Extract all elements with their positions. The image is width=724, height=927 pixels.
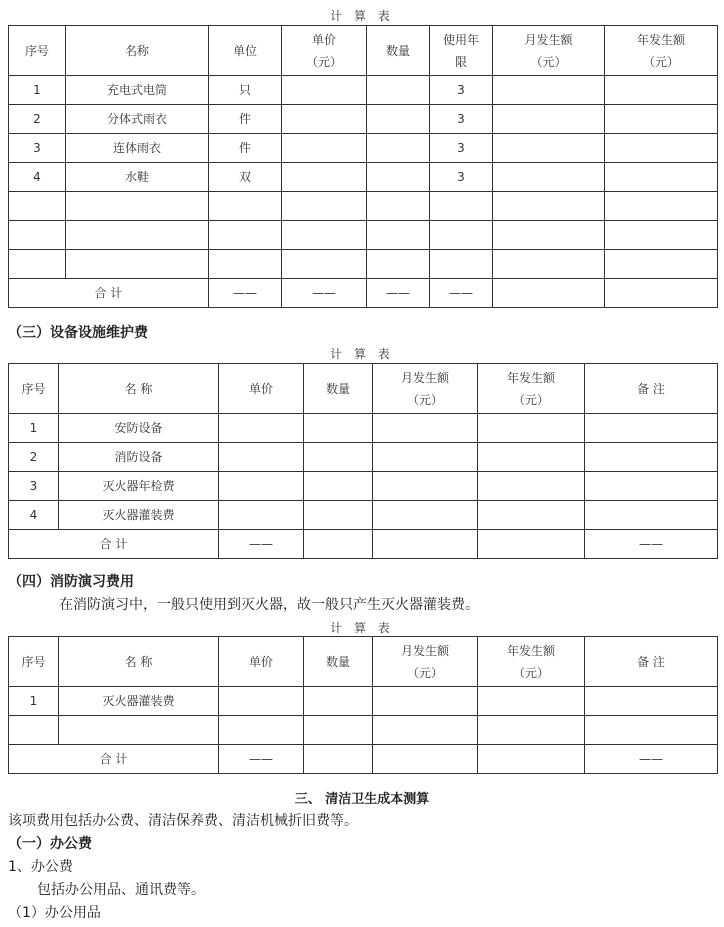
table-cell <box>478 687 585 716</box>
total-cell <box>478 745 585 774</box>
total-cell: —— <box>219 745 304 774</box>
total-cell <box>478 530 585 559</box>
table-cell <box>282 134 367 163</box>
total-cell: —— <box>209 279 282 308</box>
table-cell <box>478 716 585 745</box>
table3-body <box>9 637 718 774</box>
table-cell: 灭火器年检费 <box>59 472 219 501</box>
table-cell <box>9 250 66 279</box>
table-cell <box>493 221 605 250</box>
table-row <box>9 221 718 250</box>
table-cell <box>282 163 367 192</box>
table-cell <box>493 192 605 221</box>
table-cell: 4 <box>9 163 66 192</box>
table-row <box>9 443 718 472</box>
table-cell: 3 <box>9 472 59 501</box>
table-cell: 灭火器灌装费 <box>59 687 219 716</box>
table-cell: 3 <box>430 163 493 192</box>
table-cell: 灭火器灌装费 <box>59 501 219 530</box>
total-cell <box>373 745 478 774</box>
table-row <box>9 163 718 192</box>
table-cell <box>9 716 59 745</box>
total-cell: —— <box>282 279 367 308</box>
header-cell: 数量 <box>304 364 373 414</box>
table-cell: 消防设备 <box>59 443 219 472</box>
table-cell <box>585 501 718 530</box>
header-cell: 年发生额 （元） <box>605 26 718 76</box>
table-header-row <box>9 364 718 414</box>
total-label-cell: 合 计 <box>9 279 209 308</box>
table-cell <box>219 501 304 530</box>
table-cell <box>209 250 282 279</box>
header-cell: 数量 <box>304 637 373 687</box>
total-cell <box>304 745 373 774</box>
calc-table-2 <box>8 363 718 559</box>
table-cell <box>209 221 282 250</box>
table-cell <box>493 250 605 279</box>
total-row <box>9 530 718 559</box>
item1-heading: 1、办公费 <box>8 859 73 875</box>
total-row <box>9 279 718 308</box>
table-cell: 件 <box>209 134 282 163</box>
table-cell: 充电式电筒 <box>66 76 209 105</box>
table-cell <box>493 105 605 134</box>
total-row <box>9 745 718 774</box>
table-cell <box>66 250 209 279</box>
table-cell: 2 <box>9 105 66 134</box>
total-cell <box>304 530 373 559</box>
table-cell: 安防设备 <box>59 414 219 443</box>
table-cell: 分体式雨衣 <box>66 105 209 134</box>
total-cell: —— <box>585 745 718 774</box>
total-label-cell: 合 计 <box>9 530 219 559</box>
table-cell <box>304 501 373 530</box>
table2-caption: 计 算 表 <box>330 347 394 361</box>
table-cell <box>478 414 585 443</box>
table-cell <box>304 443 373 472</box>
header-cell: 备 注 <box>585 364 718 414</box>
total-cell: —— <box>585 530 718 559</box>
table-cell <box>373 472 478 501</box>
calc-table-3 <box>8 636 718 774</box>
section3-heading: （三）设备设施维护费 <box>8 325 148 341</box>
table-cell <box>478 443 585 472</box>
header-cell: 单价 <box>219 637 304 687</box>
header-cell: 月发生额 （元） <box>373 364 478 414</box>
table-cell <box>219 716 304 745</box>
table-cell: 2 <box>9 443 59 472</box>
table-cell <box>430 250 493 279</box>
header-cell: 序号 <box>9 637 59 687</box>
table-header-row <box>9 637 718 687</box>
header-cell: 单位 <box>209 26 282 76</box>
table-cell <box>373 687 478 716</box>
table-cell <box>373 716 478 745</box>
table-cell: 件 <box>209 105 282 134</box>
table-cell <box>219 687 304 716</box>
table-cell <box>430 221 493 250</box>
header-cell: 月发生额 （元） <box>373 637 478 687</box>
table-cell <box>493 134 605 163</box>
header-cell: 名 称 <box>59 637 219 687</box>
table-cell: 3 <box>430 105 493 134</box>
table-row <box>9 501 718 530</box>
header-cell: 月发生额 （元） <box>493 26 605 76</box>
table-cell <box>367 192 430 221</box>
table-cell <box>605 163 718 192</box>
table1-body <box>9 26 718 308</box>
table2-body <box>9 364 718 559</box>
table-cell <box>605 105 718 134</box>
table-cell <box>282 221 367 250</box>
table-cell <box>304 472 373 501</box>
table-row <box>9 192 718 221</box>
table-cell <box>585 716 718 745</box>
table-cell <box>493 163 605 192</box>
header-cell: 备 注 <box>585 637 718 687</box>
table-header-row <box>9 26 718 76</box>
table-cell <box>367 163 430 192</box>
table-cell <box>59 716 219 745</box>
table-cell: 1 <box>9 76 66 105</box>
table1-caption: 计 算 表 <box>330 9 394 23</box>
table-cell <box>367 250 430 279</box>
table-row <box>9 472 718 501</box>
table-row <box>9 250 718 279</box>
table-cell <box>373 443 478 472</box>
header-cell: 序号 <box>9 26 66 76</box>
table-cell <box>282 76 367 105</box>
table-cell <box>373 414 478 443</box>
table-cell <box>605 250 718 279</box>
total-cell <box>605 279 718 308</box>
table-row <box>9 134 718 163</box>
table-cell <box>373 501 478 530</box>
body-intro: 该项费用包括办公费、清洁保养费、清洁机械折旧费等。 <box>8 813 358 829</box>
table-cell <box>493 76 605 105</box>
table-cell <box>9 221 66 250</box>
subsection1-heading: （一）办公费 <box>8 836 92 852</box>
table-cell <box>585 443 718 472</box>
table-cell <box>605 192 718 221</box>
table3-caption: 计 算 表 <box>330 621 394 635</box>
table-cell: 1 <box>9 414 59 443</box>
table-cell <box>66 192 209 221</box>
table-cell <box>219 472 304 501</box>
header-cell: 年发生额 （元） <box>478 637 585 687</box>
table-cell <box>367 105 430 134</box>
header-cell: 名称 <box>66 26 209 76</box>
table-cell <box>605 221 718 250</box>
section4-heading: （四）消防演习费用 <box>8 574 134 590</box>
table-cell: 连体雨衣 <box>66 134 209 163</box>
header-cell: 名 称 <box>59 364 219 414</box>
table-row <box>9 414 718 443</box>
table-cell <box>585 414 718 443</box>
table-cell <box>282 105 367 134</box>
total-cell: —— <box>367 279 430 308</box>
table-cell: 1 <box>9 687 59 716</box>
table-cell: 双 <box>209 163 282 192</box>
table-cell: 只 <box>209 76 282 105</box>
table-cell <box>219 414 304 443</box>
table-cell: 水鞋 <box>66 163 209 192</box>
total-cell <box>493 279 605 308</box>
item1-description: 包括办公用品、通讯费等。 <box>37 882 205 898</box>
table-cell <box>304 716 373 745</box>
table-cell <box>209 192 282 221</box>
table-cell: 3 <box>430 76 493 105</box>
table-cell <box>66 221 209 250</box>
table-cell <box>478 501 585 530</box>
table-cell <box>304 414 373 443</box>
header-cell: 数量 <box>367 26 430 76</box>
table-cell <box>282 250 367 279</box>
table-cell <box>219 443 304 472</box>
table-cell <box>605 76 718 105</box>
table-cell <box>430 192 493 221</box>
table-row <box>9 105 718 134</box>
table-cell <box>9 192 66 221</box>
table-cell <box>585 472 718 501</box>
table-row <box>9 76 718 105</box>
item1-1-heading: （1）办公用品 <box>8 905 101 921</box>
chapter3-title: 三、 清洁卫生成本测算 <box>294 792 430 807</box>
table-cell <box>367 221 430 250</box>
table-cell <box>605 134 718 163</box>
table-cell: 4 <box>9 501 59 530</box>
calc-table-1 <box>8 25 718 308</box>
header-cell: 使用年 限 <box>430 26 493 76</box>
table-cell <box>478 472 585 501</box>
header-cell: 单价 （元） <box>282 26 367 76</box>
table-cell: 3 <box>9 134 66 163</box>
header-cell: 序号 <box>9 364 59 414</box>
total-cell: —— <box>430 279 493 308</box>
header-cell: 年发生额 （元） <box>478 364 585 414</box>
table-row <box>9 716 718 745</box>
table-cell <box>282 192 367 221</box>
table-cell: 3 <box>430 134 493 163</box>
section4-paragraph: 在消防演习中，一般只使用到灭火器，故一般只产生灭火器灌装费。 <box>59 597 479 613</box>
header-cell: 单价 <box>219 364 304 414</box>
table-cell <box>585 687 718 716</box>
table-cell <box>304 687 373 716</box>
table-cell <box>367 76 430 105</box>
table-row <box>9 687 718 716</box>
total-cell <box>373 530 478 559</box>
table-cell <box>367 134 430 163</box>
total-cell: —— <box>219 530 304 559</box>
total-label-cell: 合 计 <box>9 745 219 774</box>
